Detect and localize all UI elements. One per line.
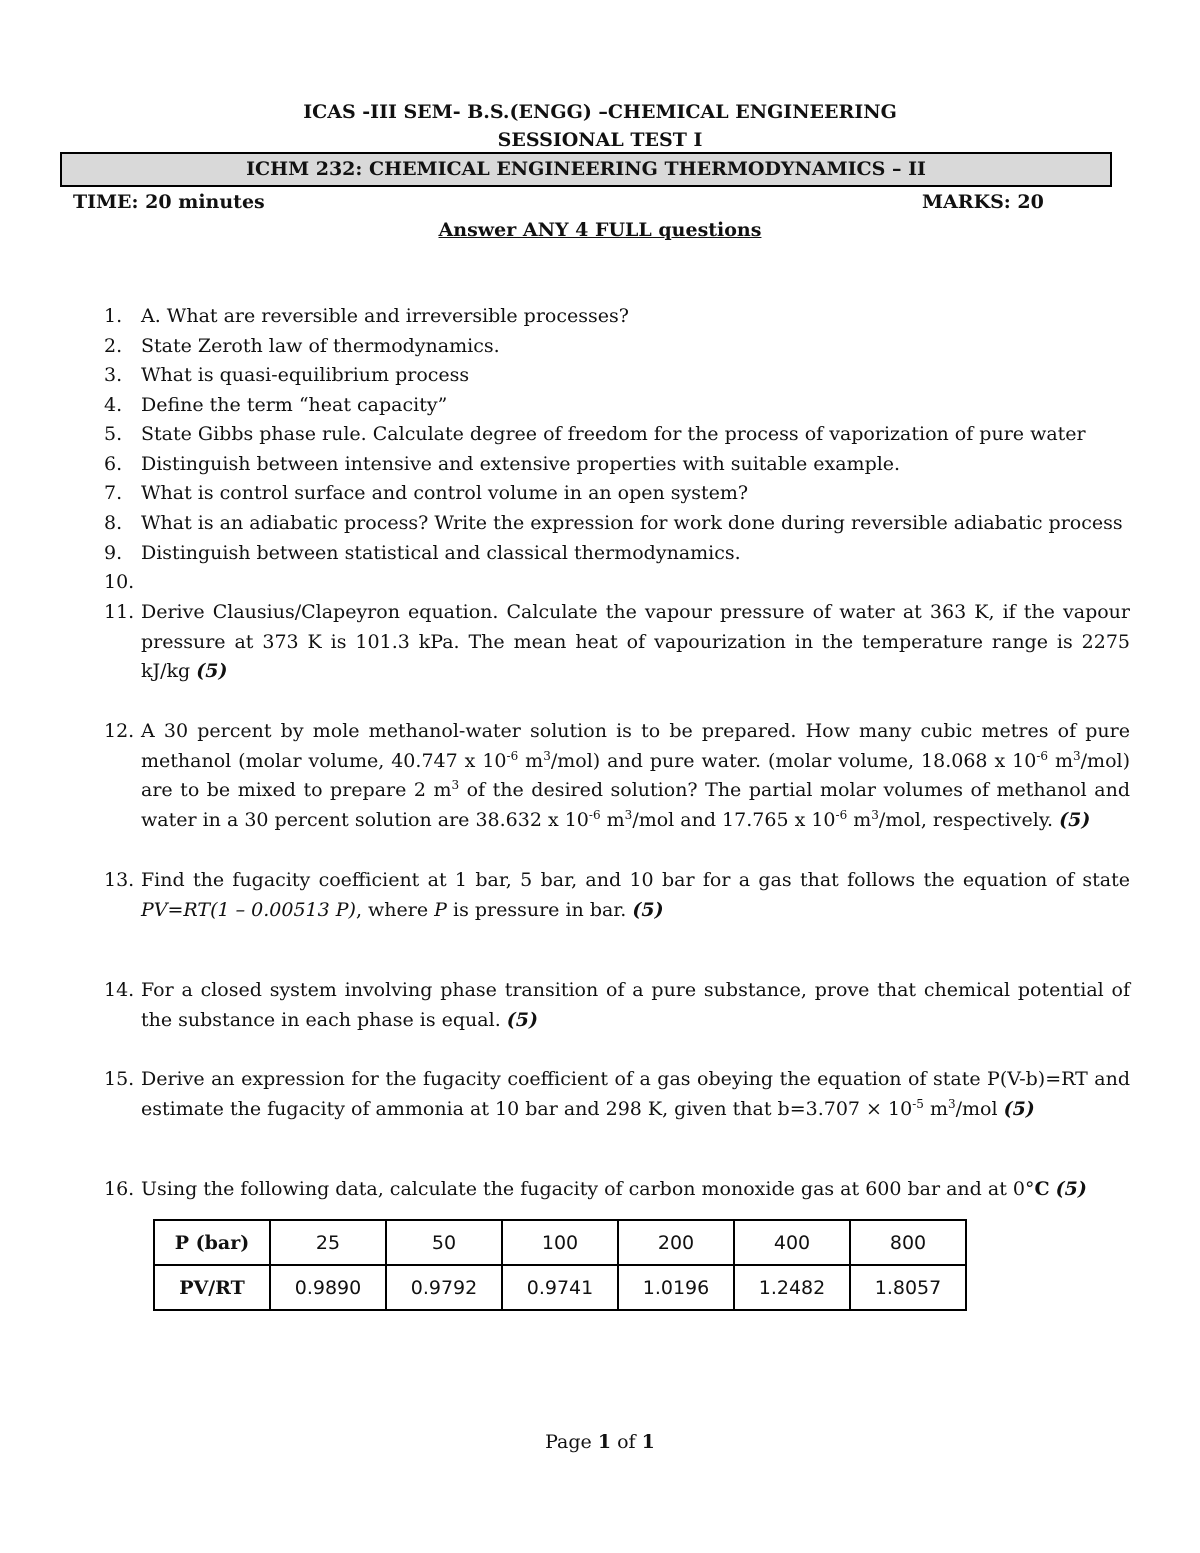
exponent: -5 (912, 1096, 924, 1111)
question-text: Define the term “heat capacity” (141, 394, 448, 416)
equation-of-state: PV=RT(1 – 0.00513 P) (141, 898, 356, 921)
table-cell: 1.0196 (618, 1265, 734, 1310)
table-cell: 100 (502, 1220, 618, 1265)
question-text (141, 568, 1130, 598)
text-run: m (600, 808, 625, 831)
question-14 (104, 976, 1130, 1035)
question-body: Using the following data, calculate the fugacity of carbon monoxide gas at 600 bar and at 0° (141, 1178, 1035, 1200)
row-header-pressure: P (bar) (154, 1220, 270, 1265)
table-cell: 0.9890 (270, 1265, 386, 1310)
text-run: of the desired solution? The partial molar volumes of methanol and water in a 30 percent solution are 38.632 x 10 (141, 779, 1130, 831)
time-label: TIME: 20 minutes (73, 191, 265, 213)
of-word: of (617, 1431, 636, 1453)
text-run: is pressure in bar. (446, 898, 627, 921)
question-16 (104, 1175, 1130, 1205)
question-number: 9. (104, 542, 123, 564)
text-run: /mol) and pure water. (molar volume, 18.068 x 10 (550, 749, 1037, 772)
table-cell: 800 (850, 1220, 966, 1265)
marks-badge: (5) (196, 660, 228, 683)
test-title: SESSIONAL TEST I (497, 129, 703, 151)
table-cell: 200 (618, 1220, 734, 1265)
page-footer (0, 1430, 1200, 1454)
question-body: Derive Clausius/Clapeyron equation. Calculate the vapour pressure of water at 363 K, if the vapour pressure at 373 K is 101.3 kPa. The mean heat of vapourization in the temperature range is 2275 kJ/kg (141, 601, 1130, 683)
question-text (141, 1065, 1130, 1124)
question-number: 16. (104, 1178, 135, 1200)
marks-badge: (5) (1059, 808, 1091, 831)
text-run: m (847, 808, 872, 831)
text-run: /mol) are to be mixed to prepare 2 m (141, 749, 1131, 802)
question-12 (104, 717, 1130, 835)
pressure-compressibility-table (153, 1219, 967, 1311)
page-number: 1 (597, 1431, 612, 1453)
course-title-box: ICHM 232: CHEMICAL ENGINEERING THERMODYNAMICS – II (60, 152, 1112, 187)
variable: P (434, 898, 447, 921)
question-text: A. What are reversible and irreversible processes? (141, 305, 629, 327)
marks-badge: (5) (632, 898, 664, 921)
page-total: 1 (641, 1431, 655, 1453)
question-number: 11. (104, 601, 135, 623)
question-number: 14. (104, 979, 135, 1001)
question-number: 3. (104, 364, 123, 386)
text-run: /mol (955, 1097, 998, 1120)
list-item (104, 450, 1130, 480)
exponent: -6 (835, 807, 848, 822)
list-item (104, 391, 1130, 421)
question-text: What is quasi-equilibrium process (141, 364, 470, 386)
table-row (154, 1220, 966, 1265)
list-item (104, 361, 1130, 391)
table-cell: 400 (734, 1220, 850, 1265)
question-text (141, 717, 1130, 835)
question-number: 4. (104, 394, 123, 416)
question-15 (104, 1065, 1130, 1124)
question-13 (104, 866, 1130, 925)
institute-heading: ICAS -III SEM- B.S.(ENGG) –CHEMICAL ENGINEERING (303, 101, 897, 123)
table-cell: 0.9741 (502, 1265, 618, 1310)
question-number: 5. (104, 423, 123, 445)
question-text: What is an adiabatic process? Write the expression for work done during reversible adiabatic process (141, 512, 1123, 534)
text-run: A 30 percent by mole methanol-water solution is to be prepared. How many cubic metres of pure methanol (molar volume, 40.747 x 10 (141, 720, 1130, 772)
question-11 (104, 598, 1130, 687)
question-number: 8. (104, 512, 123, 534)
text-run: m (518, 749, 544, 772)
question-text (141, 1175, 1130, 1205)
question-number: 2. (104, 335, 123, 357)
text-run: m (1048, 749, 1074, 772)
marks-label: MARKS: 20 (922, 191, 1044, 213)
text-run: , where (355, 898, 435, 921)
table-cell: 50 (386, 1220, 502, 1265)
row-header-pv-rt: PV/RT (154, 1265, 270, 1310)
table-cell: 1.2482 (734, 1265, 850, 1310)
question-body: For a closed system involving phase transition of a pure substance, prove that chemical potential of the substance in each phase is equal. (141, 979, 1130, 1031)
exponent: 3 (1073, 748, 1081, 763)
exponent: 3 (947, 1096, 956, 1111)
question-number: 13. (104, 869, 135, 891)
text-run: Derive an expression for the fugacity coefficient of a gas obeying the equation of state P(V-b)=RT and estimate the fugacity of ammonia at 10 bar and 298 K, given that b=3.707 × 10 (141, 1068, 1130, 1120)
question-text: State Zeroth law of thermodynamics. (141, 335, 500, 357)
list-item (104, 332, 1130, 362)
exponent: 3 (624, 807, 633, 822)
list-item (104, 568, 1130, 598)
exponent: -6 (588, 807, 601, 822)
text-run: /mol, respectively. (878, 808, 1054, 831)
question-text (141, 866, 1130, 925)
list-item (104, 420, 1130, 450)
list-item (104, 479, 1130, 509)
question-text: Distinguish between intensive and extensive properties with suitable example. (141, 453, 901, 475)
question-text (141, 598, 1130, 687)
instruction-heading: Answer ANY 4 FULL questions (438, 219, 762, 241)
exponent: -6 (506, 748, 519, 763)
question-text: Distinguish between statistical and classical thermodynamics. (141, 542, 741, 564)
question-number: 12. (104, 720, 135, 742)
table-row (154, 1265, 966, 1310)
list-item (104, 509, 1130, 539)
question-text: What is control surface and control volume in an open system? (141, 482, 749, 504)
question-number: 1. (104, 305, 123, 327)
exponent: -6 (1036, 748, 1049, 763)
exponent: 3 (451, 778, 460, 793)
table-cell: 0.9792 (386, 1265, 502, 1310)
text-run: Find the fugacity coefficient at 1 bar, 5 bar, and 10 bar for a gas that follows the equation of state (141, 869, 1130, 891)
temperature-unit: C (1034, 1178, 1050, 1200)
marks-badge: (5) (506, 1008, 538, 1031)
marks-badge: (5) (1055, 1178, 1087, 1200)
list-item (104, 539, 1130, 569)
table-cell: 25 (270, 1220, 386, 1265)
question-number: 10. (104, 571, 135, 593)
question-number: 7. (104, 482, 123, 504)
table-cell: 1.8057 (850, 1265, 966, 1310)
exponent: 3 (543, 748, 551, 763)
question-text (141, 976, 1130, 1035)
text-run: /mol and 17.765 x 10 (632, 808, 836, 831)
list-item (104, 302, 1130, 332)
question-number: 15. (104, 1068, 135, 1090)
page-word: Page (545, 1431, 592, 1453)
exponent: 3 (871, 807, 879, 822)
marks-badge: (5) (1003, 1097, 1035, 1120)
text-run: m (923, 1097, 948, 1120)
question-text: State Gibbs phase rule. Calculate degree of freedom for the process of vaporization of pure water (141, 423, 1086, 445)
question-number: 6. (104, 453, 123, 475)
